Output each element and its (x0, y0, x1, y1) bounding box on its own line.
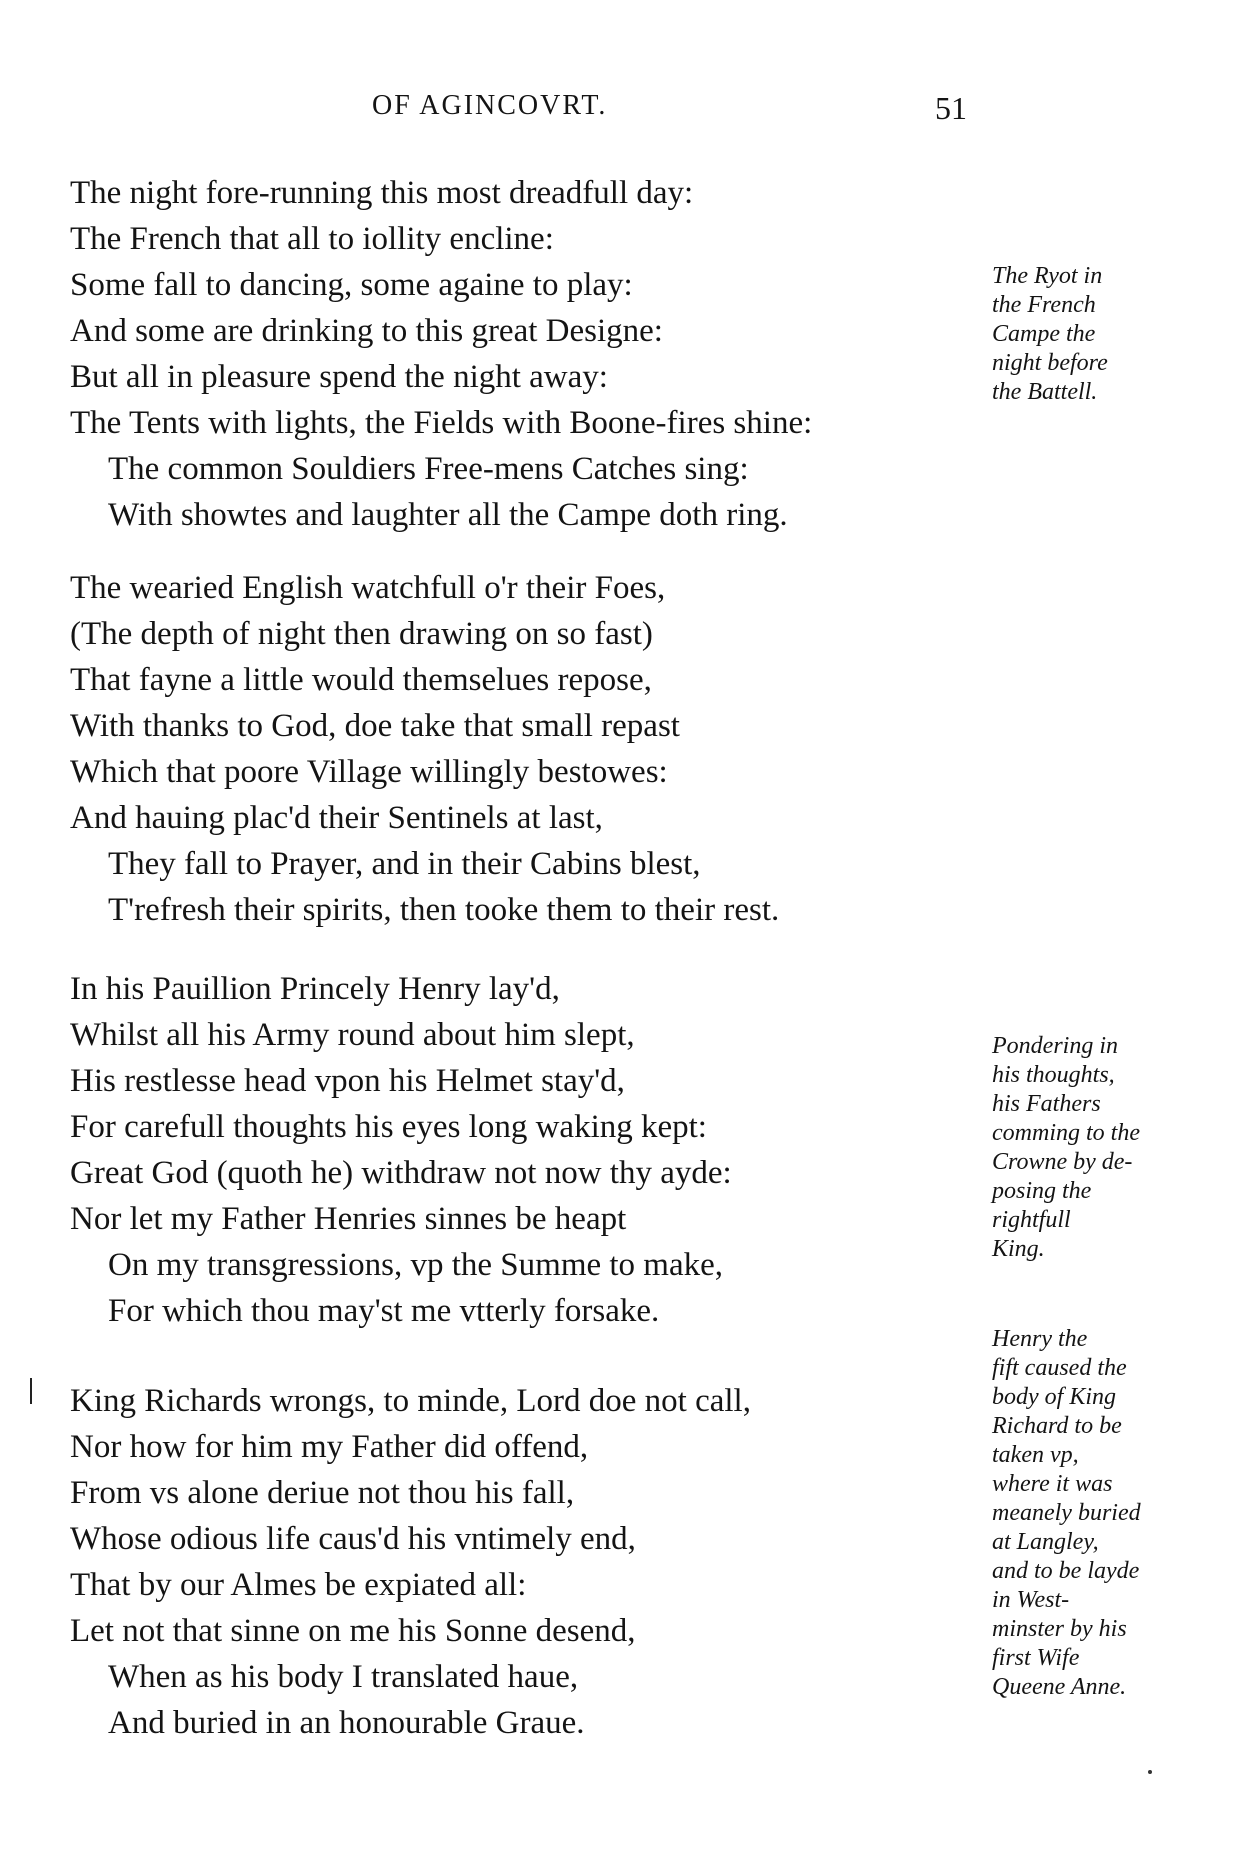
side-note-line: Queene Anne. (992, 1674, 1127, 1700)
verse-line: Let not that sinne on me his Sonne desend, (70, 1613, 636, 1649)
verse-line: The common Souldiers Free-mens Catches sing: (108, 451, 749, 487)
side-note-line: rightfull (992, 1207, 1071, 1233)
side-note-line: in West- (992, 1587, 1070, 1613)
running-title: OF AGINCOVRT. (372, 90, 608, 121)
side-note-line: the French (992, 292, 1096, 318)
verse-line: Whose odious life caus'd his vntimely end, (70, 1521, 636, 1557)
side-note-line: Campe the (992, 321, 1096, 347)
side-note-ryot (992, 262, 1232, 407)
side-note-henry-fift (992, 1325, 1232, 1702)
verse-line: That fayne a little would themselues repose, (70, 662, 652, 698)
verse-line: From vs alone deriue not thou his fall, (70, 1475, 575, 1511)
side-note-line: at Langley, (992, 1529, 1099, 1555)
running-head (0, 90, 1243, 130)
side-note-line: his Fathers (992, 1091, 1101, 1117)
side-note-line: night before (992, 350, 1108, 376)
side-note-line: his thoughts, (992, 1062, 1115, 1088)
verse-line: When as his body I translated haue, (108, 1659, 579, 1695)
verse-line: T'refresh their spirits, then tooke them to their rest. (108, 892, 780, 928)
side-note-line: and to be layde (992, 1558, 1140, 1584)
verse-line: For carefull thoughts his eyes long waking kept: (70, 1109, 707, 1145)
verse-line: King Richards wrongs, to minde, Lord doe not call, (70, 1383, 751, 1419)
verse-line: The night fore-running this most dreadfull day: (70, 175, 694, 211)
side-note-line: Pondering in (992, 1033, 1118, 1059)
side-note-pondering (992, 1032, 1232, 1264)
side-note-line: The Ryot in (992, 263, 1103, 289)
verse-line: His restlesse head vpon his Helmet stay'd, (70, 1063, 625, 1099)
side-note-line: first Wife (992, 1645, 1080, 1671)
verse-line: For which thou may'st me vtterly forsake. (108, 1293, 660, 1329)
verse-line: Nor how for him my Father did offend, (70, 1429, 589, 1465)
stanza-2 (70, 565, 1000, 933)
verse-line: That by our Almes be expiated all: (70, 1567, 527, 1603)
verse-line: Nor let my Father Henries sinnes be heapt (70, 1201, 627, 1237)
verse-line: They fall to Prayer, and in their Cabins blest, (108, 846, 701, 882)
verse-line: In his Pauillion Princely Henry lay'd, (70, 971, 560, 1007)
margin-mark (30, 1378, 32, 1404)
side-note-line: body of King (992, 1384, 1116, 1410)
side-note-line: comming to the (992, 1120, 1140, 1146)
verse-line: The Tents with lights, the Fields with Boone-fires shine: (70, 405, 813, 441)
page-number: 51 (935, 90, 967, 126)
verse-line: Some fall to dancing, some againe to play: (70, 267, 633, 303)
verse-line: On my transgressions, vp the Summe to make, (108, 1247, 724, 1283)
ink-speck (1148, 1770, 1152, 1774)
side-note-line: Richard to be (992, 1413, 1122, 1439)
side-note-line: Crowne by de- (992, 1149, 1133, 1175)
side-note-line: King. (992, 1236, 1045, 1262)
side-note-line: meanely buried (992, 1500, 1141, 1526)
side-note-line: the Battell. (992, 379, 1098, 405)
verse-line: With thanks to God, doe take that small repast (70, 708, 680, 744)
side-note-line: where it was (992, 1471, 1113, 1497)
verse-line: Whilst all his Army round about him slept, (70, 1017, 635, 1053)
stanza-4 (70, 1378, 1000, 1746)
verse-line: And buried in an honourable Graue. (108, 1705, 585, 1741)
verse-line: The wearied English watchfull o'r their Foes, (70, 570, 666, 606)
verse-line: With showtes and laughter all the Campe doth ring. (108, 497, 788, 533)
verse-line: (The depth of night then drawing on so fast) (70, 616, 653, 652)
side-note-line: minster by his (992, 1616, 1127, 1642)
verse-line: The French that all to iollity encline: (70, 221, 554, 257)
stanza-3 (70, 966, 1000, 1334)
verse-line: Which that poore Village willingly bestowes: (70, 754, 668, 790)
verse-line: But all in pleasure spend the night away: (70, 359, 608, 395)
side-note-line: Henry the (992, 1326, 1088, 1352)
side-note-line: posing the (992, 1178, 1092, 1204)
verse-line: And some are drinking to this great Designe: (70, 313, 663, 349)
stanza-1 (70, 170, 1000, 538)
verse-line: And hauing plac'd their Sentinels at last, (70, 800, 603, 836)
side-note-line: taken vp, (992, 1442, 1079, 1468)
side-note-line: fift caused the (992, 1355, 1127, 1381)
verse-line: Great God (quoth he) withdraw not now thy ayde: (70, 1155, 732, 1191)
